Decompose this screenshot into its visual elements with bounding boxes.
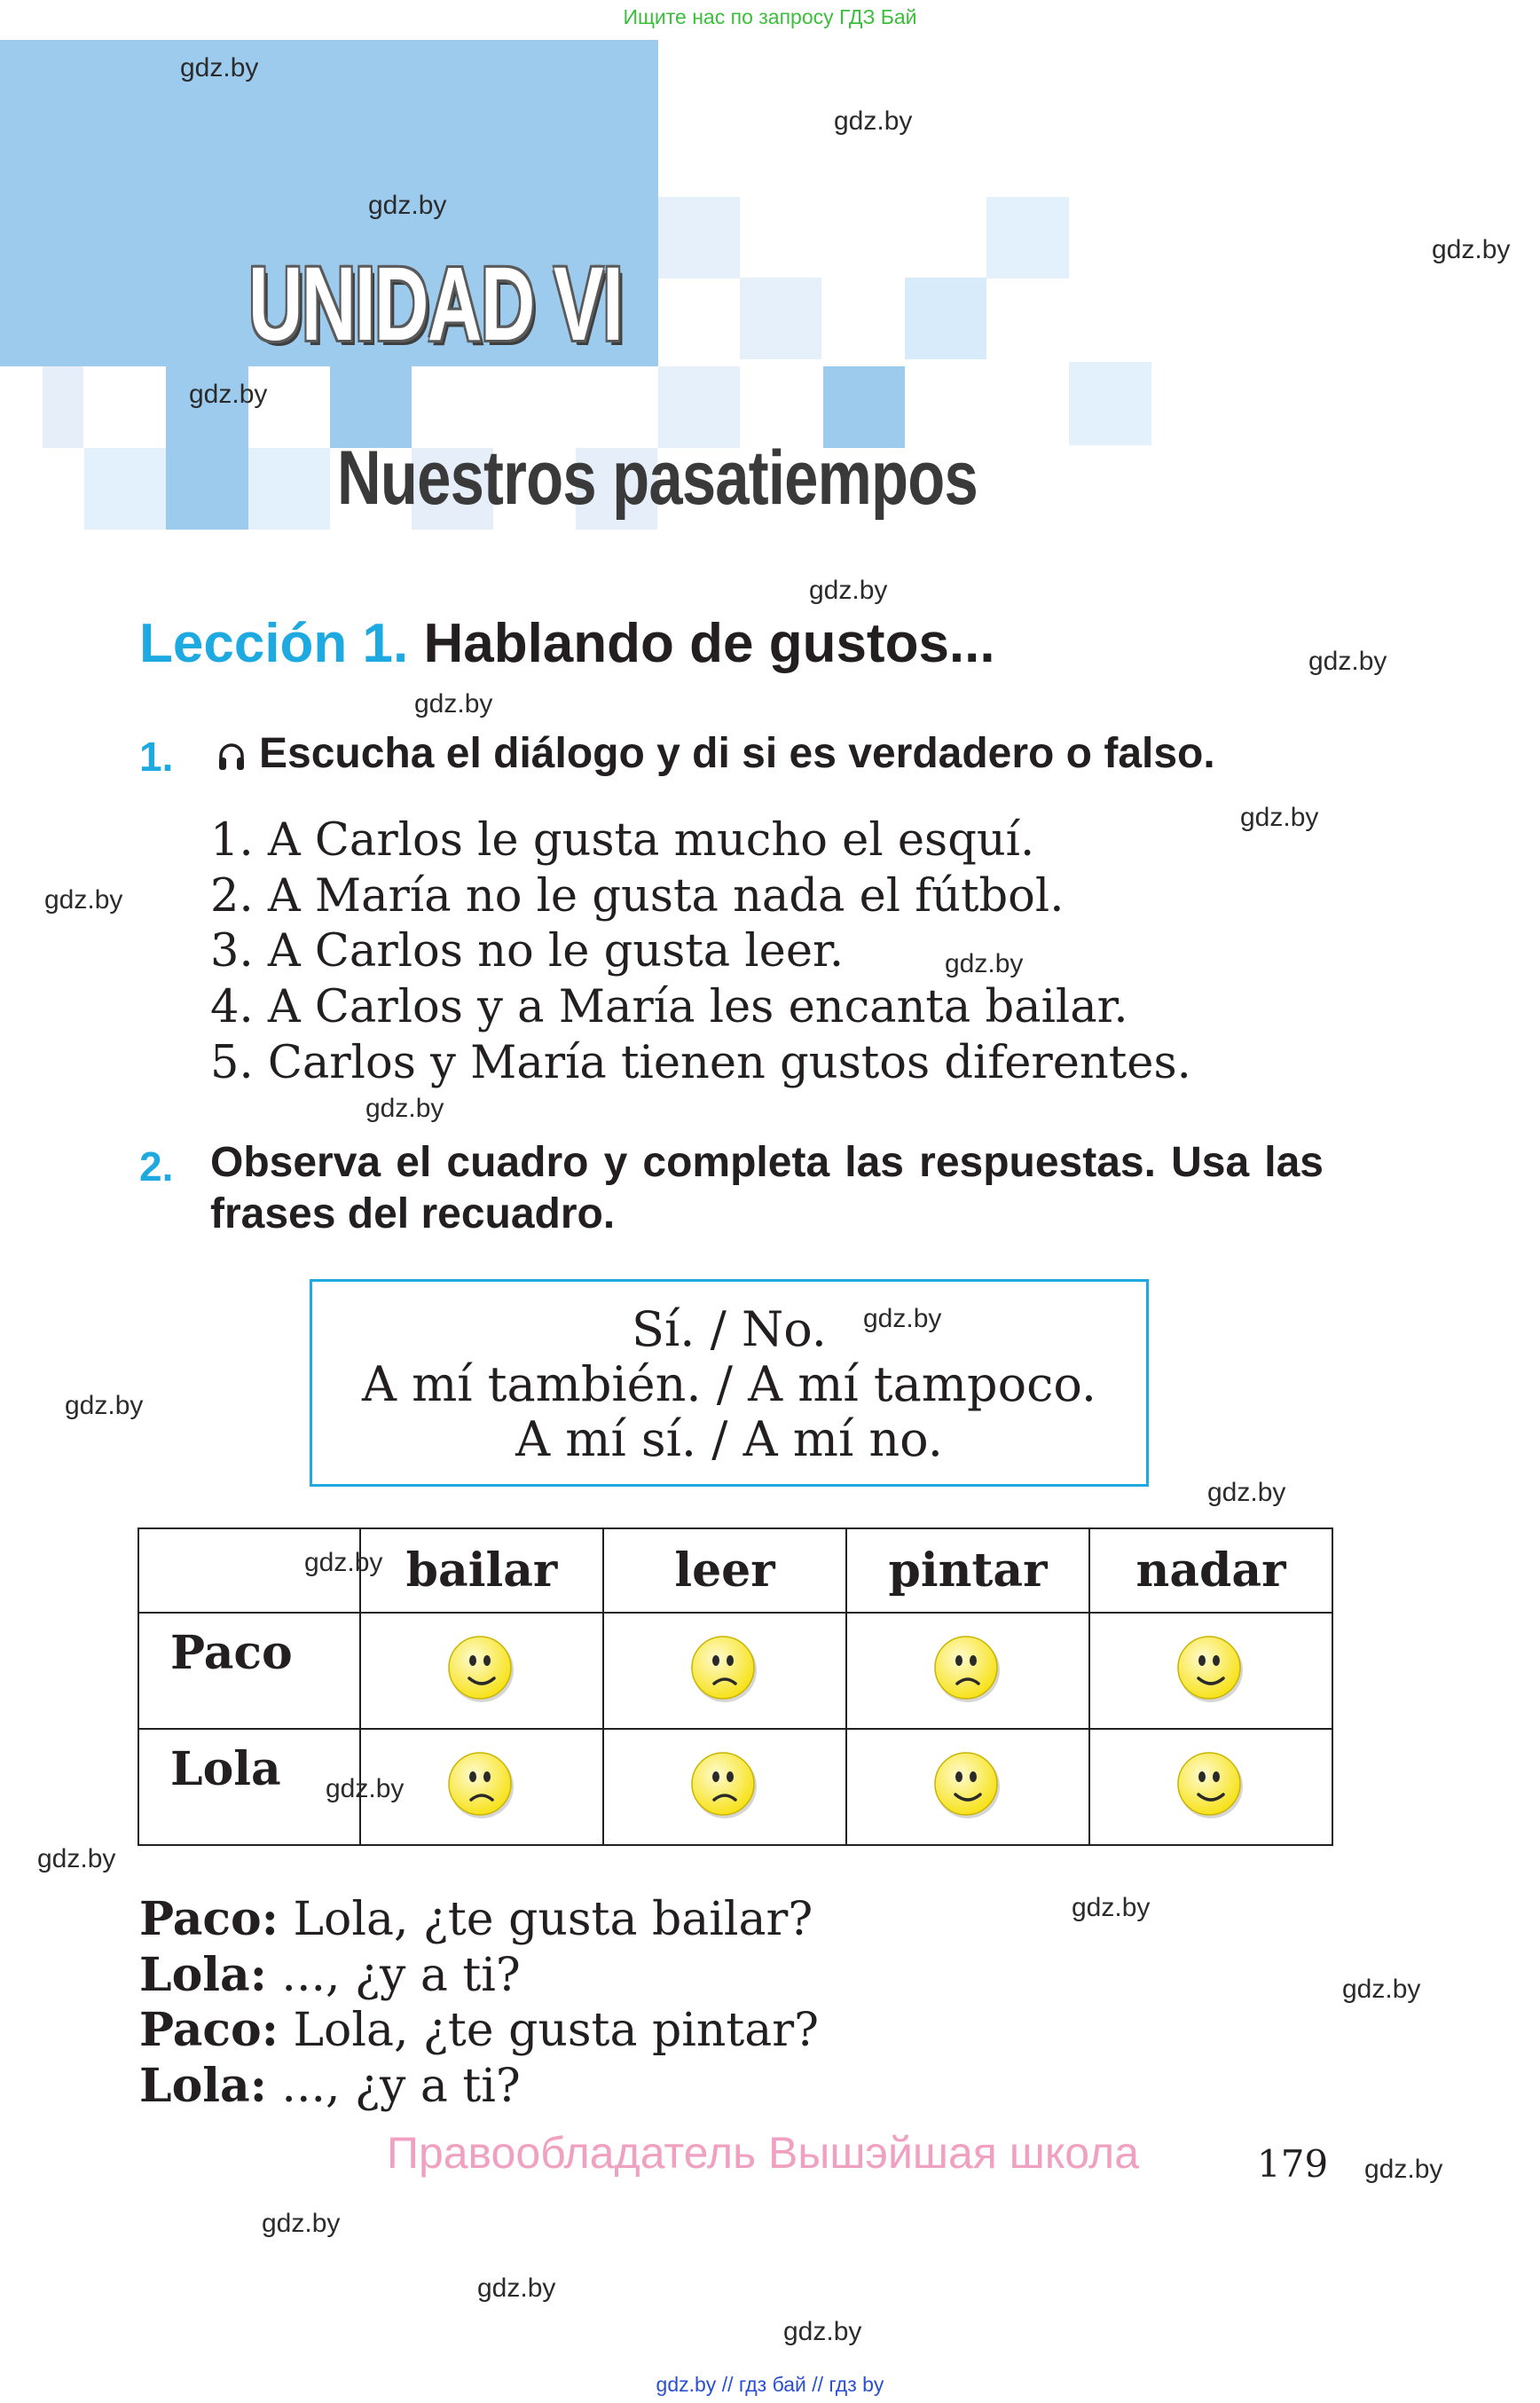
dialog-text: Lola, ¿te gusta bailar? <box>278 1893 813 1946</box>
watermark: gdz.by <box>180 53 259 82</box>
headphones-icon <box>217 742 246 772</box>
dialog-line <box>139 1892 813 1946</box>
sad-face-icon <box>689 1634 760 1705</box>
chapter-title: Nuestros pasatiempos <box>337 436 978 521</box>
dialog-speaker: Lola: <box>139 1948 267 2002</box>
dialog-line <box>139 1948 521 2002</box>
statement-4: 4. A Carlos y a María les encanta bailar. <box>210 981 1128 1033</box>
watermark: gdz.by <box>809 576 888 605</box>
column-header: pintar <box>846 1528 1089 1613</box>
watermark: gdz.by <box>262 2209 341 2238</box>
row-name: Lola <box>138 1729 360 1845</box>
watermark: gdz.by <box>368 191 447 220</box>
lesson-number: Lección 1. <box>139 613 409 674</box>
phrase-line-3: A mí sí. / A mí no. <box>515 1411 943 1467</box>
exercise-1-number: 1. <box>139 734 174 780</box>
table-row <box>138 1729 1332 1845</box>
watermark: gdz.by <box>1308 647 1387 676</box>
watermark: gdz.by <box>1072 1893 1151 1922</box>
exercise-2-instruction: Observa el cuadro y completa las respuestas. Usa las frases del recuadro. <box>210 1139 1324 1237</box>
column-header: leer <box>603 1528 846 1613</box>
dialog-line <box>139 2003 819 2057</box>
row-name: Paco <box>138 1613 360 1729</box>
sad-face-icon <box>932 1634 1003 1705</box>
dialog-speaker: Paco: <box>139 2003 279 2057</box>
lesson-heading <box>139 612 995 675</box>
sad-face-icon <box>689 1750 760 1821</box>
watermark: gdz.by <box>414 689 493 719</box>
watermark: gdz.by <box>326 1774 405 1803</box>
page-number: 179 <box>1257 2142 1329 2186</box>
watermark: gdz.by <box>189 380 268 409</box>
dialog-text: ..., ¿y a ti? <box>266 2060 521 2113</box>
watermark: gdz.by <box>1432 235 1511 264</box>
bottom-note: gdz.by // гдз бай // гдз by <box>656 2373 884 2396</box>
dialog-text: Lola, ¿te gusta pintar? <box>278 2004 820 2057</box>
copyright-note: Правообладатель Вышэйшая школа <box>387 2128 1139 2178</box>
watermark: gdz.by <box>1364 2155 1443 2184</box>
sad-face-icon <box>446 1750 517 1821</box>
watermark: gdz.by <box>365 1094 444 1123</box>
watermark: gdz.by <box>1342 1975 1421 2004</box>
watermark: gdz.by <box>44 885 123 915</box>
exercise-2-number: 2. <box>139 1143 174 1190</box>
statement-5: 5. Carlos y María tienen gustos diferentes. <box>210 1037 1191 1089</box>
watermark: gdz.by <box>945 949 1024 978</box>
exercise-1-instruction: Escucha el diálogo y di si es verdadero o falso. <box>259 730 1215 777</box>
phrase-box <box>310 1279 1149 1487</box>
column-header: bailar <box>360 1528 603 1613</box>
dialog-line <box>139 2059 521 2113</box>
happy-face-icon <box>1175 1634 1246 1705</box>
statement-3: 3. A Carlos no le gusta leer. <box>210 925 845 978</box>
watermark: gdz.by <box>304 1548 383 1577</box>
watermark: gdz.by <box>834 106 913 136</box>
statement-1: 1. A Carlos le gusta mucho el esquí. <box>210 814 1035 867</box>
watermark: gdz.by <box>37 1844 116 1873</box>
watermark: gdz.by <box>783 2317 862 2346</box>
lesson-title: Hablando de gustos... <box>423 613 995 674</box>
watermark: gdz.by <box>1207 1478 1286 1507</box>
dialog-text: ..., ¿y a ti? <box>266 1949 521 2002</box>
happy-face-icon <box>446 1634 517 1705</box>
top-note: Ищите нас по запросу ГДЗ Бай <box>623 5 917 28</box>
dialog-speaker: Lola: <box>139 2059 267 2113</box>
dialog-speaker: Paco: <box>139 1892 279 1946</box>
column-header: nadar <box>1089 1528 1332 1613</box>
unit-title: UNIDAD VI <box>248 246 623 363</box>
watermark: gdz.by <box>65 1391 144 1420</box>
table-row <box>138 1613 1332 1729</box>
happy-face-icon <box>1175 1750 1246 1821</box>
statement-2: 2. A María no le gusta nada el fútbol. <box>210 870 1065 923</box>
watermark: gdz.by <box>863 1304 942 1333</box>
phrase-line-1: Sí. / No. <box>632 1301 827 1357</box>
watermark: gdz.by <box>1240 803 1319 832</box>
happy-face-icon <box>932 1750 1003 1821</box>
phrase-line-2: A mí también. / A mí tampoco. <box>361 1356 1097 1412</box>
watermark: gdz.by <box>477 2273 556 2303</box>
